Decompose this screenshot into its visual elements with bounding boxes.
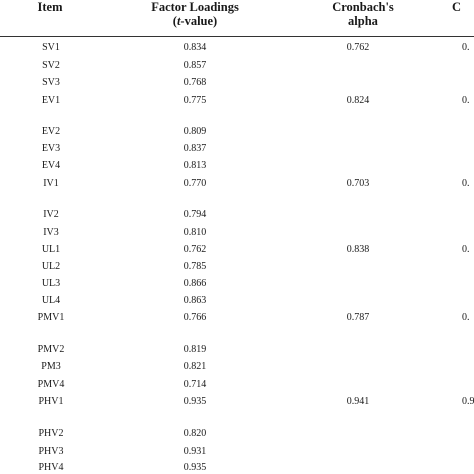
loading-cell: 0.935 xyxy=(183,396,207,407)
alpha-cell: 0.824 xyxy=(346,95,370,106)
header-cut-column: C xyxy=(452,0,462,14)
header-item: Item xyxy=(37,0,63,14)
table-row xyxy=(0,292,474,310)
alpha-cell: 0.762 xyxy=(346,42,370,53)
cut-column-cell: 0. xyxy=(462,178,470,189)
table-row xyxy=(0,376,474,394)
table-row xyxy=(0,92,474,110)
table-row xyxy=(0,309,474,327)
item-cell: PHV2 xyxy=(38,428,64,439)
loading-cell: 0.794 xyxy=(183,209,207,220)
loading-cell: 0.813 xyxy=(183,160,207,171)
loading-cell: 0.834 xyxy=(183,42,207,53)
item-cell: EV1 xyxy=(41,95,61,106)
item-cell: UL2 xyxy=(41,261,61,272)
loading-cell: 0.935 xyxy=(183,462,207,473)
table-row xyxy=(0,258,474,276)
item-cell: SV1 xyxy=(42,42,60,53)
table-row xyxy=(0,393,474,411)
loading-cell: 0.863 xyxy=(183,295,207,306)
item-cell: PMV1 xyxy=(37,312,65,323)
table-row xyxy=(0,224,474,242)
cut-column-cell: 0.9 xyxy=(462,396,474,407)
item-cell: PM3 xyxy=(41,361,61,372)
item-cell: UL1 xyxy=(41,244,61,255)
table-row xyxy=(0,39,474,57)
table-row xyxy=(0,206,474,224)
loading-cell: 0.821 xyxy=(183,361,207,372)
table-row xyxy=(0,57,474,75)
loading-cell: 0.785 xyxy=(183,261,207,272)
alpha-cell: 0.838 xyxy=(346,244,370,255)
loading-cell: 0.768 xyxy=(183,77,207,88)
loading-cell: 0.762 xyxy=(183,244,207,255)
table-row xyxy=(0,341,474,359)
loading-cell: 0.809 xyxy=(183,126,207,137)
loading-cell: 0.837 xyxy=(183,143,207,154)
loading-cell: 0.714 xyxy=(183,379,207,390)
table-row xyxy=(0,74,474,92)
alpha-cell: 0.787 xyxy=(346,312,370,323)
item-cell: PMV2 xyxy=(37,344,65,355)
loading-cell: 0.866 xyxy=(183,278,207,289)
cut-column-cell: 0. xyxy=(462,244,470,255)
header-t-italic: t xyxy=(176,14,181,28)
item-cell: SV2 xyxy=(42,60,60,71)
header-cronbach-alpha xyxy=(318,0,408,28)
loading-cell: 0.931 xyxy=(183,446,207,457)
table-row xyxy=(0,157,474,175)
alpha-cell: 0.941 xyxy=(346,396,370,407)
header-cronbach-line2: alpha xyxy=(348,14,378,28)
item-cell: EV4 xyxy=(41,160,61,171)
table-row xyxy=(0,459,474,474)
item-cell: IV3 xyxy=(43,227,59,238)
loading-cell: 0.819 xyxy=(183,344,207,355)
cut-column-cell: 0. xyxy=(462,42,470,53)
table-row xyxy=(0,425,474,443)
header-cronbach-line1: Cronbach's xyxy=(332,0,394,14)
item-cell: PHV1 xyxy=(38,396,64,407)
loading-cell: 0.857 xyxy=(183,60,207,71)
header-factor-loadings-line2 xyxy=(135,14,255,28)
item-cell: PHV3 xyxy=(38,446,64,457)
table-row xyxy=(0,175,474,193)
header-factor-loadings xyxy=(135,0,255,28)
table-row xyxy=(0,358,474,376)
loading-cell: 0.766 xyxy=(183,312,207,323)
loading-cell: 0.775 xyxy=(183,95,207,106)
cut-column-cell: 0. xyxy=(462,95,470,106)
table-row xyxy=(0,241,474,259)
item-cell: PMV4 xyxy=(37,379,65,390)
header-rule xyxy=(0,36,474,37)
table-row xyxy=(0,275,474,293)
loading-cell: 0.810 xyxy=(183,227,207,238)
item-cell: EV2 xyxy=(41,126,61,137)
item-cell: UL3 xyxy=(41,278,61,289)
header-value-text: -value) xyxy=(180,14,218,28)
item-cell: PHV4 xyxy=(38,462,64,473)
alpha-cell: 0.703 xyxy=(346,178,370,189)
item-cell: IV1 xyxy=(43,178,59,189)
header-paren-open: ( xyxy=(172,14,177,28)
header-factor-loadings-line1: Factor Loadings xyxy=(151,0,239,14)
item-cell: IV2 xyxy=(43,209,59,220)
item-cell: EV3 xyxy=(41,143,61,154)
loading-cell: 0.770 xyxy=(183,178,207,189)
table-row xyxy=(0,123,474,141)
item-cell: UL4 xyxy=(41,295,61,306)
item-cell: SV3 xyxy=(42,77,60,88)
cut-column-cell: 0. xyxy=(462,312,470,323)
loading-cell: 0.820 xyxy=(183,428,207,439)
table-row xyxy=(0,140,474,158)
